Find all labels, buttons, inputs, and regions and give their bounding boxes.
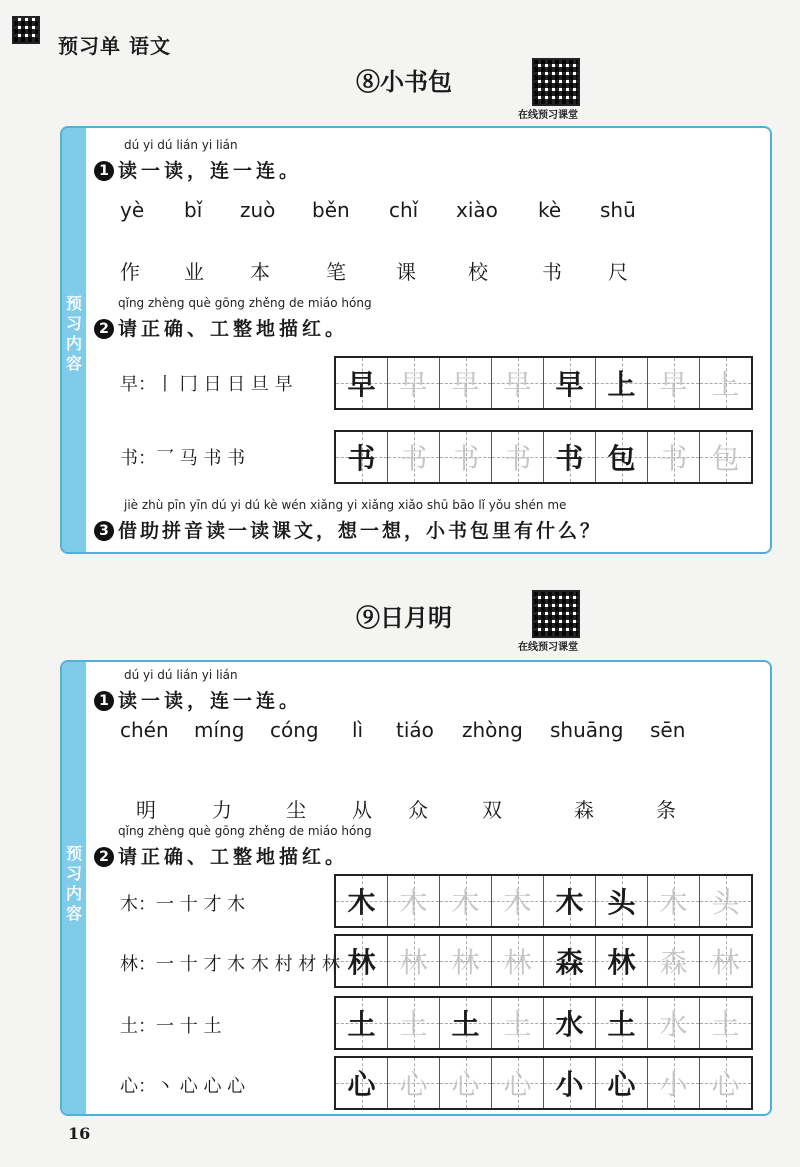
- model-cell[interactable]: [544, 432, 596, 482]
- side-label: 预习内容: [65, 844, 82, 923]
- grid-character: 头: [607, 886, 636, 919]
- question-number-badge: 2: [94, 847, 114, 867]
- trace-cell[interactable]: [648, 358, 700, 408]
- q1-pinyin: dú yi dú lián yi lián: [124, 138, 238, 152]
- grid-character: 心: [607, 1068, 636, 1101]
- trace-cell[interactable]: [648, 936, 700, 986]
- grid-character: 土: [711, 1008, 740, 1041]
- lesson-8-title: ⑧小书包: [356, 67, 452, 96]
- pinyin-word: zuò: [240, 198, 276, 222]
- grid-character: 早: [347, 368, 376, 401]
- tracing-grid[interactable]: [334, 430, 753, 484]
- model-cell[interactable]: [544, 998, 596, 1048]
- pinyin-word: lì: [352, 718, 364, 742]
- question-text: 读一读，连一连。: [118, 690, 303, 712]
- tracing-grid[interactable]: [334, 934, 753, 988]
- char-option[interactable]: 尘: [286, 798, 306, 822]
- stroke-order: 土：一 十 土: [120, 1016, 222, 1037]
- lesson-9-panel: [60, 660, 772, 1116]
- grid-character: 土: [503, 1008, 532, 1041]
- grid-character: 水: [555, 1008, 584, 1041]
- trace-cell[interactable]: [700, 432, 751, 482]
- grid-character: 林: [451, 946, 480, 979]
- trace-cell[interactable]: [492, 1058, 544, 1108]
- question-3: [94, 516, 602, 543]
- grid-character: 木: [555, 886, 584, 919]
- model-cell[interactable]: [336, 1058, 388, 1108]
- grid-character: 木: [659, 886, 688, 919]
- grid-character: 水: [659, 1008, 688, 1041]
- stroke-order: 书：乛 马 书 书: [120, 448, 246, 469]
- trace-cell[interactable]: [440, 358, 492, 408]
- pinyin-word: tiáo: [396, 718, 434, 742]
- stroke-order: 木：一 十 才 木: [120, 894, 246, 915]
- grid-character: 土: [451, 1008, 480, 1041]
- grid-character: 土: [399, 1008, 428, 1041]
- trace-cell[interactable]: [492, 936, 544, 986]
- pinyin-word: běn: [312, 198, 350, 222]
- pinyin-word: shū: [600, 198, 636, 222]
- model-cell[interactable]: [544, 876, 596, 926]
- char-option[interactable]: 书: [542, 260, 562, 284]
- char-option[interactable]: 森: [574, 798, 594, 822]
- grid-character: 头: [711, 886, 740, 919]
- trace-cell[interactable]: [700, 358, 751, 408]
- trace-cell[interactable]: [648, 876, 700, 926]
- trace-cell[interactable]: [700, 998, 751, 1048]
- lesson-8-qr-code-icon[interactable]: [532, 58, 580, 106]
- trace-cell[interactable]: [492, 358, 544, 408]
- pinyin-word: shuāng: [550, 718, 624, 742]
- trace-cell[interactable]: [388, 936, 440, 986]
- pinyin-word: chǐ: [389, 198, 419, 222]
- lesson-9-qr-label: 在线预习课堂: [518, 642, 578, 653]
- q2-pinyin: qǐng zhèng què gōng zhěng de miáo hóng: [118, 296, 372, 310]
- q1-pinyin: dú yi dú lián yi lián: [124, 668, 238, 682]
- question-text: 请正确、工整地描红。: [118, 318, 349, 340]
- grid-character: 林: [503, 946, 532, 979]
- side-label: 预习内容: [65, 294, 82, 373]
- corner-qr-code-icon: [12, 16, 40, 44]
- char-option[interactable]: 力: [212, 798, 232, 822]
- lesson-8-panel: [60, 126, 772, 554]
- stroke-order: 心：丶 心 心 心: [120, 1076, 246, 1097]
- pinyin-word: chén: [120, 718, 169, 742]
- stroke-order: 林：一 十 才 木 木 村 材 林: [120, 954, 341, 975]
- trace-cell[interactable]: [700, 1058, 751, 1108]
- trace-cell[interactable]: [388, 876, 440, 926]
- question-text: 请正确、工整地描红。: [118, 846, 349, 868]
- trace-cell[interactable]: [440, 432, 492, 482]
- trace-cell[interactable]: [388, 998, 440, 1048]
- grid-character: 林: [711, 946, 740, 979]
- pinyin-word: míng: [194, 718, 245, 742]
- trace-cell[interactable]: [648, 432, 700, 482]
- model-cell[interactable]: [596, 876, 648, 926]
- grid-character: 心: [347, 1068, 376, 1101]
- grid-character: 上: [711, 368, 740, 401]
- pinyin-word: bǐ: [184, 198, 203, 222]
- trace-cell[interactable]: [440, 936, 492, 986]
- lesson-9-qr-code-icon[interactable]: [532, 590, 580, 638]
- grid-character: 林: [347, 946, 376, 979]
- trace-cell[interactable]: [440, 1058, 492, 1108]
- pinyin-word: cóng: [270, 718, 319, 742]
- grid-character: 土: [607, 1008, 636, 1041]
- trace-cell[interactable]: [648, 998, 700, 1048]
- model-cell[interactable]: [596, 358, 648, 408]
- char-option[interactable]: 众: [408, 798, 428, 822]
- q3-pinyin: jiè zhù pīn yīn dú yi dú kè wén xiǎng yi xiǎng xiǎo shū bāo lǐ yǒu shén me: [124, 498, 567, 512]
- question-number-badge: 3: [94, 521, 114, 541]
- question-number-badge: 2: [94, 319, 114, 339]
- model-cell[interactable]: [596, 936, 648, 986]
- grid-character: 木: [347, 886, 376, 919]
- model-cell[interactable]: [596, 432, 648, 482]
- pinyin-word: xiào: [456, 198, 498, 222]
- char-option[interactable]: 课: [396, 260, 416, 284]
- tracing-grid[interactable]: [334, 996, 753, 1050]
- grid-character: 书: [503, 442, 532, 475]
- grid-character: 书: [347, 442, 376, 475]
- question-number-badge: 1: [94, 161, 114, 181]
- grid-character: 心: [711, 1068, 740, 1101]
- model-cell[interactable]: [336, 358, 388, 408]
- trace-cell[interactable]: [492, 998, 544, 1048]
- model-cell[interactable]: [544, 936, 596, 986]
- grid-character: 木: [503, 886, 532, 919]
- trace-cell[interactable]: [648, 1058, 700, 1108]
- grid-character: 早: [451, 368, 480, 401]
- grid-character: 书: [451, 442, 480, 475]
- lesson-9-title: ⑨日月明: [356, 603, 452, 632]
- model-cell[interactable]: [596, 1058, 648, 1108]
- grid-character: 早: [555, 368, 584, 401]
- question-1: [94, 686, 302, 713]
- model-cell[interactable]: [336, 876, 388, 926]
- model-cell[interactable]: [544, 358, 596, 408]
- char-option[interactable]: 作: [120, 260, 140, 284]
- char-option[interactable]: 条: [656, 798, 676, 822]
- char-option[interactable]: 从: [352, 798, 372, 822]
- grid-character: 林: [399, 946, 428, 979]
- model-cell[interactable]: [440, 998, 492, 1048]
- question-text: 读一读，连一连。: [118, 160, 303, 182]
- tracing-grid[interactable]: [334, 1056, 753, 1110]
- trace-cell[interactable]: [440, 876, 492, 926]
- trace-cell[interactable]: [388, 358, 440, 408]
- char-option[interactable]: 笔: [326, 260, 346, 284]
- grid-character: 书: [399, 442, 428, 475]
- grid-character: 木: [451, 886, 480, 919]
- page-number: 16: [68, 1124, 91, 1143]
- grid-character: 森: [555, 946, 584, 979]
- model-cell[interactable]: [336, 432, 388, 482]
- grid-character: 书: [555, 442, 584, 475]
- char-option[interactable]: 双: [482, 798, 502, 822]
- grid-character: 木: [399, 886, 428, 919]
- grid-character: 早: [659, 368, 688, 401]
- grid-character: 书: [659, 442, 688, 475]
- question-text: 借助拼音读一读课文，想一想，小书包里有什么？: [118, 520, 603, 542]
- grid-character: 心: [503, 1068, 532, 1101]
- pinyin-word: kè: [538, 198, 562, 222]
- question-2: [94, 842, 348, 869]
- trace-cell[interactable]: [388, 1058, 440, 1108]
- stroke-order: 早：丨 冂 日 日 旦 早: [120, 374, 293, 395]
- grid-character: 心: [451, 1068, 480, 1101]
- model-cell[interactable]: [544, 1058, 596, 1108]
- grid-character: 早: [399, 368, 428, 401]
- grid-character: 包: [607, 442, 636, 475]
- grid-character: 心: [399, 1068, 428, 1101]
- grid-character: 土: [347, 1008, 376, 1041]
- grid-character: 森: [659, 946, 688, 979]
- pinyin-word: zhòng: [462, 718, 523, 742]
- lesson-8-qr-label: 在线预习课堂: [518, 110, 578, 121]
- trace-cell[interactable]: [492, 876, 544, 926]
- grid-character: 林: [607, 946, 636, 979]
- trace-cell[interactable]: [492, 432, 544, 482]
- trace-cell[interactable]: [388, 432, 440, 482]
- question-number-badge: 1: [94, 691, 114, 711]
- char-option[interactable]: 校: [468, 260, 488, 284]
- char-option[interactable]: 尺: [608, 260, 628, 284]
- trace-cell[interactable]: [700, 936, 751, 986]
- question-2: [94, 314, 348, 341]
- tracing-grid[interactable]: [334, 356, 753, 410]
- grid-character: 上: [607, 368, 636, 401]
- grid-character: 早: [503, 368, 532, 401]
- model-cell[interactable]: [596, 998, 648, 1048]
- q2-pinyin: qǐng zhèng què gōng zhěng de miáo hóng: [118, 824, 372, 838]
- question-1: [94, 156, 302, 183]
- trace-cell[interactable]: [700, 876, 751, 926]
- grid-character: 小: [555, 1068, 584, 1101]
- pinyin-word: yè: [120, 198, 145, 222]
- char-option[interactable]: 本: [250, 260, 270, 284]
- char-option[interactable]: 业: [184, 260, 204, 284]
- model-cell[interactable]: [336, 936, 388, 986]
- char-option[interactable]: 明: [136, 798, 156, 822]
- page-header: 预习单 语文: [58, 34, 171, 58]
- tracing-grid[interactable]: [334, 874, 753, 928]
- pinyin-word: sēn: [650, 718, 686, 742]
- grid-character: 包: [711, 442, 740, 475]
- model-cell[interactable]: [336, 998, 388, 1048]
- grid-character: 小: [659, 1068, 688, 1101]
